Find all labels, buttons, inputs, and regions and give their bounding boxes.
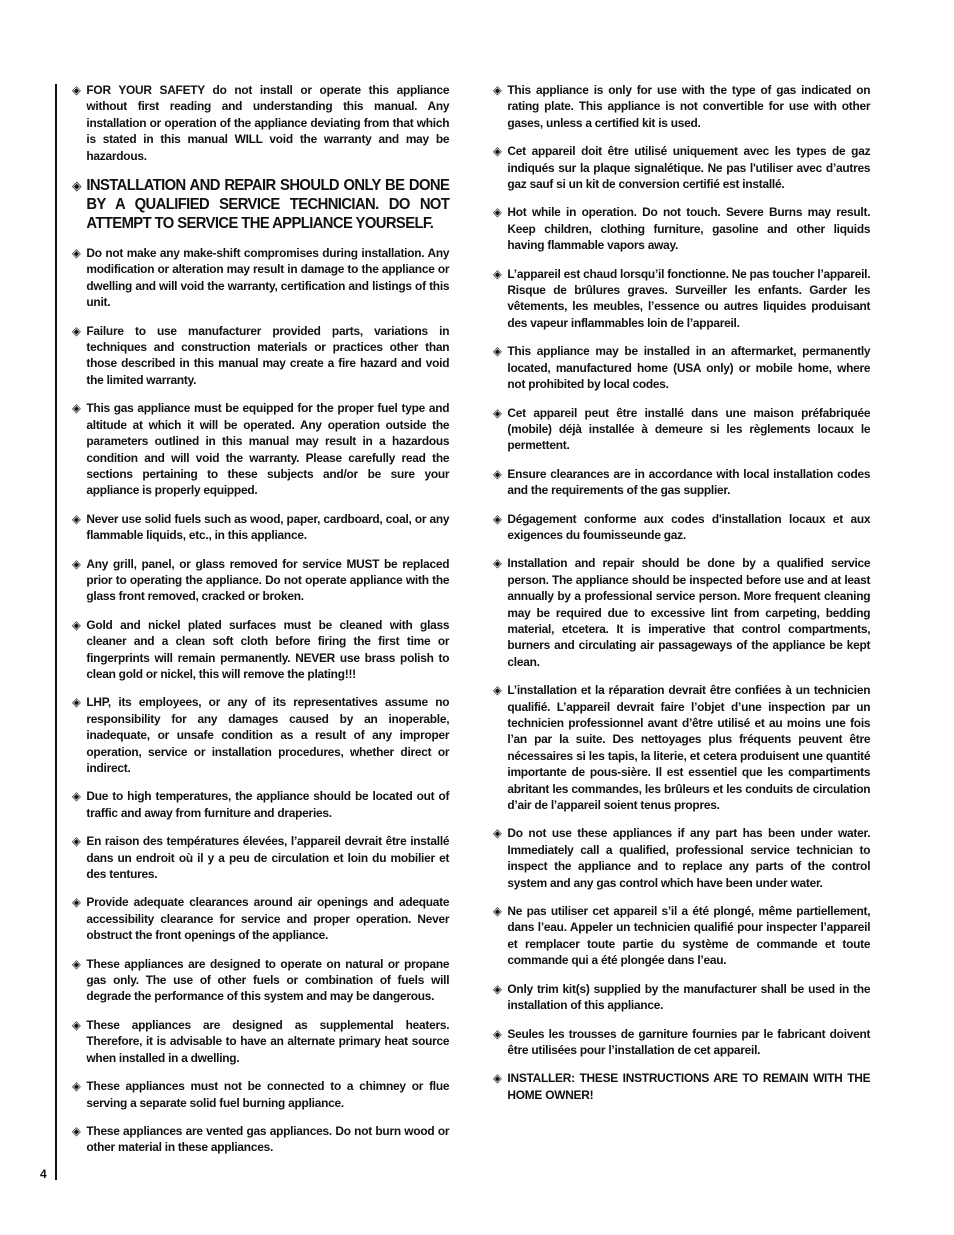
safety-item-text: LHP, its employees, or any of its representatives assume no responsibility for any damages caused by an inoperable, inadequate, or unsafe condition as a result of any improper operation, service or installation procedures, whether direct or indirect. <box>86 695 450 775</box>
page-number: 4 <box>40 1167 47 1181</box>
safety-item-text: This gas appliance must be equipped for the proper fuel type and altitude at which it will be operated. Any operation outside the parameters outlined in this manual may result in a hazardous condition and will void the warranty. Please carefully read the sections pertaining to these subjects and/or be sure your appliance is properly equipped. <box>86 401 450 498</box>
right-column <box>493 82 885 1115</box>
diamond-bullet-icon: ◈ <box>72 617 81 632</box>
diamond-bullet-icon: ◈ <box>493 466 502 481</box>
safety-item <box>72 956 449 1005</box>
safety-item <box>493 903 870 969</box>
safety-item <box>493 981 870 1014</box>
safety-item <box>72 833 449 882</box>
diamond-bullet-icon: ◈ <box>493 1071 502 1086</box>
safety-item <box>493 825 870 891</box>
safety-item-text: Only trim kit(s) supplied by the manufacturer shall be used in the installation of this appliance. <box>507 981 871 1013</box>
safety-item-text: Dégagement conforme aux codes d'installation locaux et aux exigences du foumisseunde gaz. <box>507 511 871 542</box>
safety-item-text: L’installation et la réparation devrait être confiées à un technicien qualifié. L’appareil devrait faire l’objet d’une inspection par un technicien professionnel avant d’être utilisé et au moins une fois l’an par la suite. Des nettoyages plus fréquents peuvent être nécessaires si les tapis, la literie, et cetera produisent une quantité importante de pous-sière. Il est essentiel que les compartiments abritant les commandes, les brûleurs et les conduits de circulation d’air de l’appareil soient tenus propres. <box>507 683 871 813</box>
margin-rule <box>55 84 57 1180</box>
safety-item-text: Installation and repair should be done by a qualified service person. The appliance should be inspected before use and at least annually by a professional service person. More frequent cleaning may be required due to excessive lint from carpeting, bedding material, etcetera. It is imperative that control compartments, burners and circulating air passageways of the appliance be kept clean. <box>507 556 871 669</box>
diamond-bullet-icon: ◈ <box>493 904 502 919</box>
safety-item <box>72 323 449 389</box>
diamond-bullet-icon: ◈ <box>72 323 81 338</box>
safety-item-text: En raison des températures élevées, l’appareil devrait être installé dans un endroit où il y a peu de circulation et loin du mobilier et des tentures. <box>86 834 450 882</box>
safety-item <box>72 788 449 821</box>
safety-item <box>493 343 870 392</box>
diamond-bullet-icon: ◈ <box>493 1026 502 1041</box>
safety-item-text: Never use solid fuels such as wood, paper, cardboard, coal, or any flammable liquids, etc., in this appliance. <box>86 511 450 543</box>
installer-notice-text: INSTALLER: THESE INSTRUCTIONS ARE TO REMAIN WITH THE HOME OWNER! <box>507 1071 871 1102</box>
safety-item-text: Failure to use manufacturer provided parts, variations in techniques and construction materials or practices other than those described in this manual may create a fire hazard and void the limited warranty. <box>86 323 450 387</box>
safety-item-text: Do not use these appliances if any part has been under water. Immediately call a qualified, professional service technician to inspect the appliance and to replace any parts of the control system and any gas control which have been under water. <box>507 826 871 890</box>
left-column <box>72 82 464 1168</box>
safety-item <box>72 694 449 776</box>
safety-item <box>72 1017 449 1066</box>
safety-item-text: Cet appareil peut être installé dans une maison préfabriquée (mobile) déjà installée à demeure si les règlements locaux le permettent. <box>507 405 871 453</box>
safety-item <box>493 143 870 192</box>
diamond-bullet-icon: ◈ <box>72 401 81 416</box>
diamond-bullet-icon: ◈ <box>72 1079 81 1094</box>
diamond-bullet-icon: ◈ <box>72 246 81 261</box>
safety-item <box>72 556 449 605</box>
safety-item <box>72 894 449 943</box>
diamond-bullet-icon: ◈ <box>493 205 502 220</box>
safety-item <box>72 1078 449 1111</box>
safety-headline-text: INSTALLATION AND REPAIR SHOULD ONLY BE DONE BY A QUALIFIED SERVICE TECHNICIAN. DO NOT ATTEMPT TO SERVICE THE APPLIANCE YOURSELF. <box>86 177 450 233</box>
safety-item-text: Hot while in operation. Do not touch. Severe Burns may result. Keep children, clothing furniture, gasoline and other liquids having flammable vapors away. <box>507 205 871 253</box>
diamond-bullet-icon: ◈ <box>493 556 502 571</box>
diamond-bullet-icon: ◈ <box>493 981 502 996</box>
diamond-bullet-icon: ◈ <box>493 826 502 841</box>
diamond-bullet-icon: ◈ <box>493 683 502 698</box>
safety-item-text: These appliances are designed as supplemental heaters. Therefore, it is advisable to have an alternate primary heat source when installed in a dwelling. <box>86 1017 450 1065</box>
safety-item-text: Due to high temperatures, the appliance should be located out of traffic and away from furniture and draperies. <box>86 789 450 820</box>
safety-headline-item <box>72 176 449 233</box>
safety-item <box>72 1123 449 1156</box>
diamond-bullet-icon: ◈ <box>72 1123 81 1138</box>
safety-item <box>72 617 449 683</box>
safety-item-text: FOR YOUR SAFETY do not install or operate this appliance without first reading and understanding this manual. Any installation or operation of the appliance deviating from that which is stated in this manual WILL void the warranty and may be hazardous. <box>86 83 450 163</box>
safety-item-text: Provide adequate clearances around air openings and adequate accessibility clearance for service and proper operation. Never obstruct the front openings of the appliance. <box>86 895 450 943</box>
diamond-bullet-icon: ◈ <box>72 895 81 910</box>
safety-item-text: Ensure clearances are in accordance with local installation codes and the requirements of the gas supplier. <box>507 466 871 498</box>
diamond-bullet-icon: ◈ <box>72 178 82 194</box>
safety-item <box>493 405 870 454</box>
diamond-bullet-icon: ◈ <box>493 266 502 281</box>
safety-item-text: Ne pas utiliser cet appareil s’il a été plongé, même partiellement, dans l’eau. Appeler un technicien qualifié pour inspecter l’appareil et remplacer toute partie du système de commande et toute commande qui a été plongée dans l’eau. <box>507 904 871 968</box>
safety-item-text: These appliances must not be connected to a chimney or flue serving a separate solid fuel burning appliance. <box>86 1079 450 1110</box>
diamond-bullet-icon: ◈ <box>72 511 81 526</box>
safety-item <box>493 204 870 253</box>
safety-item-text: Seules les trousses de garniture fournies par le fabricant doivent être utilisées pour l’installation de cet appareil. <box>507 1026 871 1057</box>
safety-item-text: Gold and nickel plated surfaces must be cleaned with glass cleaner and a clean soft cloth before firing the first time or fingerprints will remain permanently. NEVER use brass polish to clean gold or nickel, this will remove the plating!!! <box>86 617 450 681</box>
diamond-bullet-icon: ◈ <box>72 83 81 97</box>
diamond-bullet-icon: ◈ <box>72 556 81 571</box>
safety-item <box>493 555 870 670</box>
safety-item-text: Any grill, panel, or glass removed for service MUST be replaced prior to operating the appliance. Do not operate appliance with the glass front removed, cracked or broken. <box>86 556 450 604</box>
diamond-bullet-icon: ◈ <box>72 956 81 971</box>
safety-item-text: Cet appareil doit être utilisé uniquement avec les types de gaz indiqués sur la plaque signalétique. Ne pas l'utiliser avec d’autres gaz sauf si un kit de conversion certifié est installé. <box>507 144 871 192</box>
installer-notice-item <box>493 1070 870 1103</box>
safety-item-text: These appliances are designed to operate on natural or propane gas only. The use of other fuels or combination of fuels will degrade the performance of this system and may be dangerous. <box>86 956 450 1004</box>
safety-item <box>493 511 870 544</box>
safety-item <box>493 82 870 131</box>
diamond-bullet-icon: ◈ <box>493 511 502 526</box>
safety-item-text: This appliance is only for use with the type of gas indicated on rating plate. This appliance is not convertible for use with other gases, unless a certified kit is used. <box>507 83 871 130</box>
safety-item <box>72 245 449 311</box>
diamond-bullet-icon: ◈ <box>493 144 502 159</box>
safety-item <box>72 82 449 164</box>
safety-item <box>493 1026 870 1059</box>
diamond-bullet-icon: ◈ <box>72 695 81 710</box>
diamond-bullet-icon: ◈ <box>493 344 502 359</box>
safety-item-text: Do not make any make-shift compromises during installation. Any modification or alteration may result in damage to the appliance or dwelling and will void the warranty, certification and listings of this unit. <box>86 246 450 310</box>
safety-item-text: This appliance may be installed in an aftermarket, permanently located, manufactured home (USA only) or mobile home, where not prohibited by local codes. <box>507 344 871 392</box>
diamond-bullet-icon: ◈ <box>72 834 81 849</box>
safety-item <box>493 682 870 813</box>
diamond-bullet-icon: ◈ <box>72 789 81 804</box>
safety-item-text: These appliances are vented gas appliances. Do not burn wood or other material in these appliances. <box>86 1123 450 1155</box>
safety-item <box>493 266 870 332</box>
safety-item <box>72 511 449 544</box>
diamond-bullet-icon: ◈ <box>493 405 502 420</box>
safety-item <box>72 400 449 498</box>
safety-item-text: L’appareil est chaud lorsqu’il fonctionne. Ne pas toucher l’appareil. Risque de brûlures graves. Surveiller les enfants. Garder les vêtements, les meubles, l’essence ou autres liquides produisant des vapeur inflammables loin de l’appareil. <box>507 266 871 330</box>
diamond-bullet-icon: ◈ <box>72 1017 81 1032</box>
diamond-bullet-icon: ◈ <box>493 83 502 97</box>
safety-item <box>493 466 870 499</box>
